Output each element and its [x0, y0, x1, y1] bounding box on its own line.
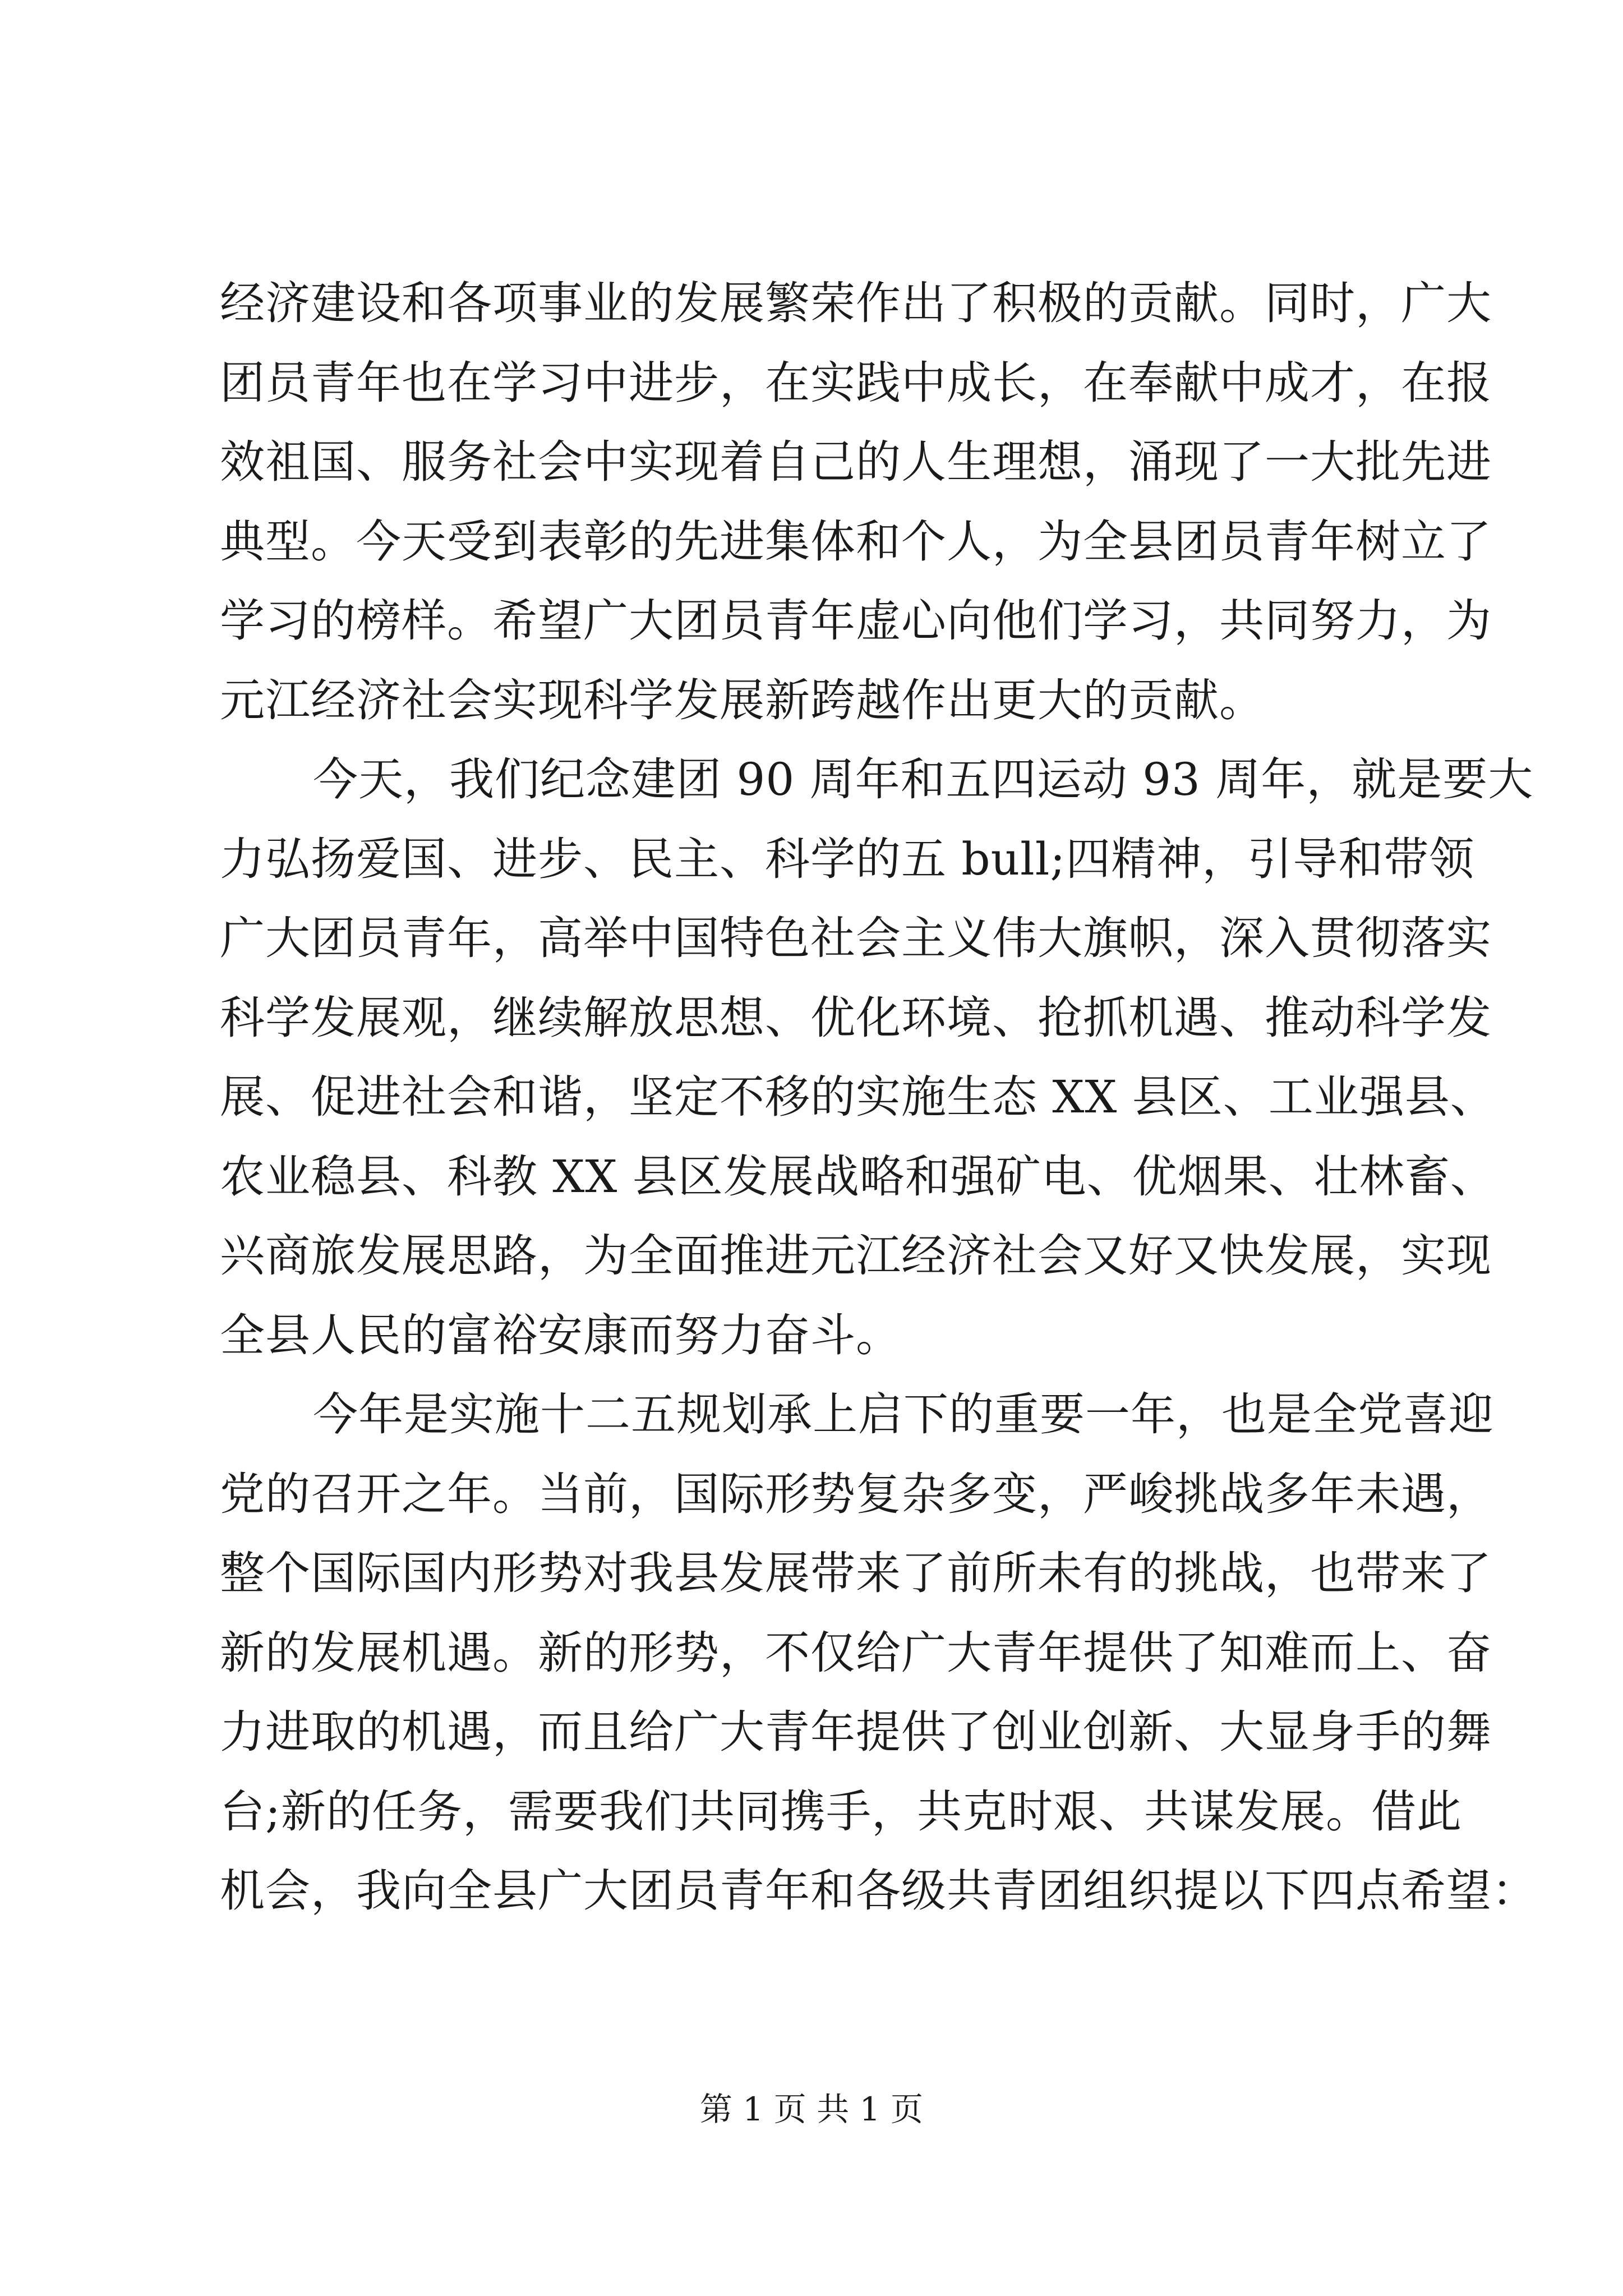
text-line: 今天，我们纪念建团 90 周年和五四运动 93 周年，就是要大	[313, 753, 1534, 806]
text-line: 农业稳县、科教 XX 县区发展战略和强矿电、优烟果、壮林畜、	[220, 1150, 1496, 1203]
text-line: 元江经济社会实现科学发展新跨越作出更大的贡献。	[220, 674, 1265, 726]
text-line: 科学发展观，继续解放思想、优化环境、抢抓机遇、推动科学发	[220, 991, 1492, 1044]
text-line: 整个国际国内形势对我县发展带来了前所未有的挑战，也带来了	[220, 1547, 1492, 1599]
text-line: 展、促进社会和谐，坚定不移的实施生态 XX 县区、工业强县、	[220, 1071, 1496, 1123]
page-footer: 第 1 页 共 1 页	[700, 2090, 923, 2128]
body-text	[220, 264, 1537, 1931]
text-line: 全县人民的富裕安康而努力奋斗。	[220, 1309, 901, 1361]
text-line: 经济建设和各项事业的发展繁荣作出了积极的贡献。同时，广大	[220, 277, 1492, 329]
text-line: 力进取的机遇，而且给广大青年提供了创业创新、大显身手的舞	[220, 1706, 1492, 1758]
text-line: 党的召开之年。当前，国际形势复杂多变，严峻挑战多年未遇，	[220, 1467, 1492, 1520]
text-line: 效祖国、服务社会中实现着自己的人生理想，涌现了一大批先进	[220, 436, 1492, 488]
text-line: 团员青年也在学习中进步，在实践中成长，在奉献中成才，在报	[220, 356, 1492, 409]
text-line: 学习的榜样。希望广大团员青年虚心向他们学习，共同努力，为	[220, 595, 1492, 647]
text-line: 台;新的任务，需要我们共同携手，共克时艰、共谋发展。借此	[220, 1785, 1462, 1838]
text-line: 机会，我向全县广大团员青年和各级共青团组织提以下四点希望：	[220, 1865, 1537, 1917]
text-line: 今年是实施十二五规划承上启下的重要一年，也是全党喜迎	[313, 1388, 1494, 1441]
text-line: 广大团员青年，高举中国特色社会主义伟大旗帜，深入贯彻落实	[220, 912, 1492, 964]
text-line: 新的发展机遇。新的形势，不仅给广大青年提供了知难而上、奋	[220, 1626, 1492, 1679]
text-line: 力弘扬爱国、进步、民主、科学的五 bull;四精神，引导和带领	[220, 832, 1475, 885]
text-line: 兴商旅发展思路，为全面推进元江经济社会又好又快发展，实现	[220, 1230, 1492, 1282]
text-line: 典型。今天受到表彰的先进集体和个人，为全县团员青年树立了	[220, 515, 1492, 568]
